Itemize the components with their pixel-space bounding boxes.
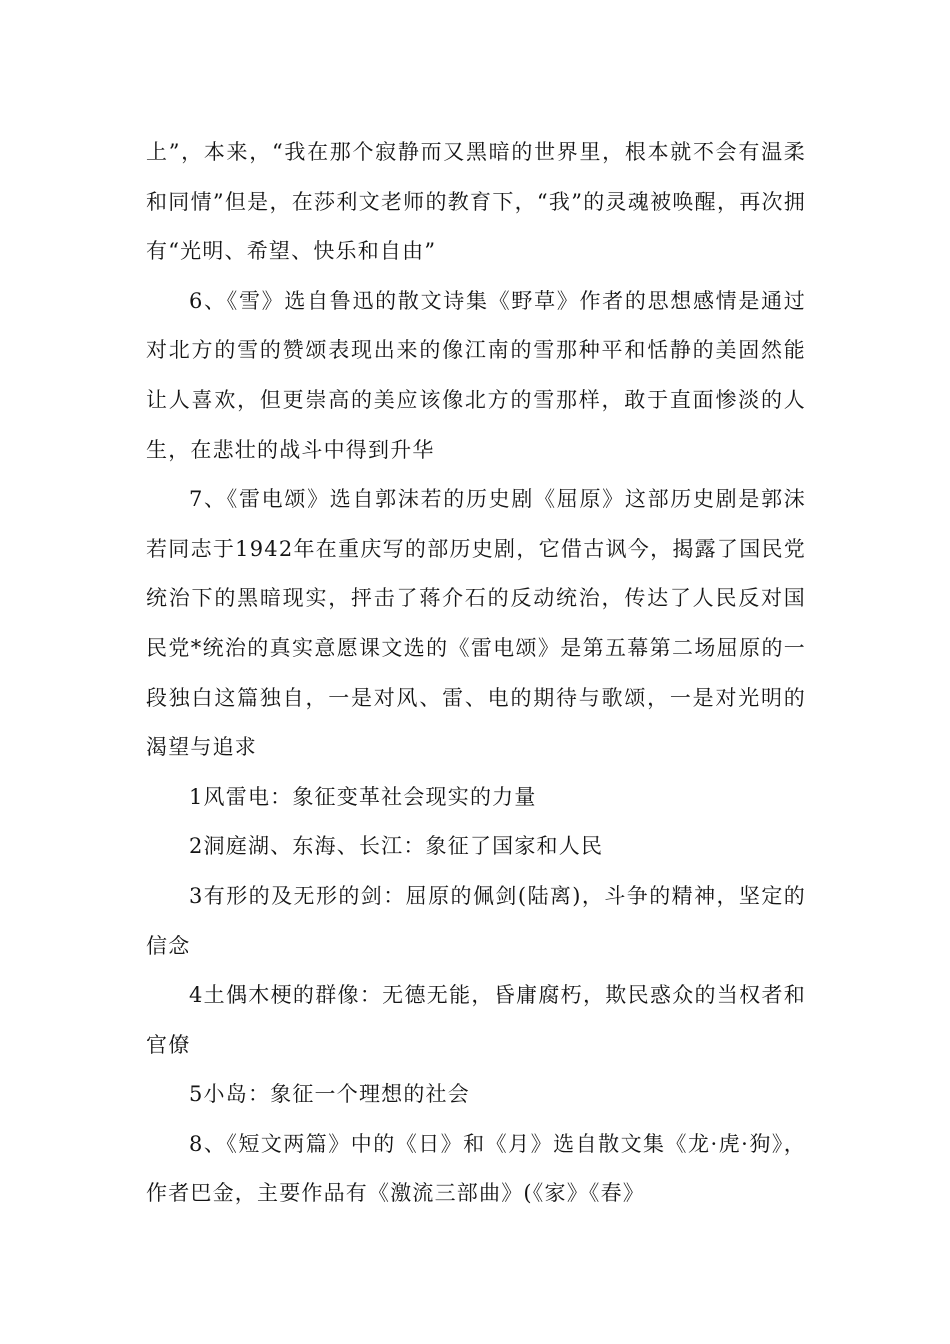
list-item-dongting-lake: 2洞庭湖、东海、长江：象征了国家和人民 — [189, 834, 604, 859]
document-body — [146, 128, 806, 1219]
list-item-wind-thunder-lightning: 1风雷电：象征变革社会现实的力量 — [189, 784, 537, 809]
paragraph-two-short-essays: 8、《短文两篇》中的《日》和《月》选自散文集《龙·虎·狗》，作者巴金，主要作品有《激流三部曲》(《家》《春》 — [146, 1131, 806, 1206]
list-item-sword: 3有形的及无形的剑：屈原的佩剑(陆离)，斗争的精神，坚定的信念 — [146, 883, 806, 958]
list-item-small-island: 5小岛：象征一个理想的社会 — [189, 1082, 470, 1107]
paragraph-helen-keller-continuation: 上”，本来，“我在那个寂静而又黑暗的世界里，根本就不会有温柔和同情”但是，在莎利文老师的教育下，“我”的灵魂被唤醒，再次拥有“光明、希望、快乐和自由” — [146, 140, 806, 264]
paragraph-thunder-ode: 7、《雷电颂》选自郭沫若的历史剧《屈原》这部历史剧是郭沫若同志于1942年在重庆写的部历史剧，它借古讽今，揭露了国民党统治下的黑暗现实，抨击了蒋介石的反动统治，传达了人民反对国民党*统治的真实意愿课文选的《雷电颂》是第五幕第二场屈原的一段独白这篇独自，一是对风、雷、电的期待与歌颂，一是对光明的渴望与追求 — [146, 487, 806, 760]
list-item-clay-idols: 4土偶木梗的群像：无德无能，昏庸腐朽，欺民惑众的当权者和官僚 — [146, 983, 806, 1057]
paragraph-snow: 6、《雪》选自鲁迅的散文诗集《野草》作者的思想感情是通过对北方的雪的赞颂表现出来的像江南的雪那种平和恬静的美固然能让人喜欢，但更崇高的美应该像北方的雪那样，敢于直面惨淡的人生，在悲壮的战斗中得到升华 — [146, 288, 806, 462]
